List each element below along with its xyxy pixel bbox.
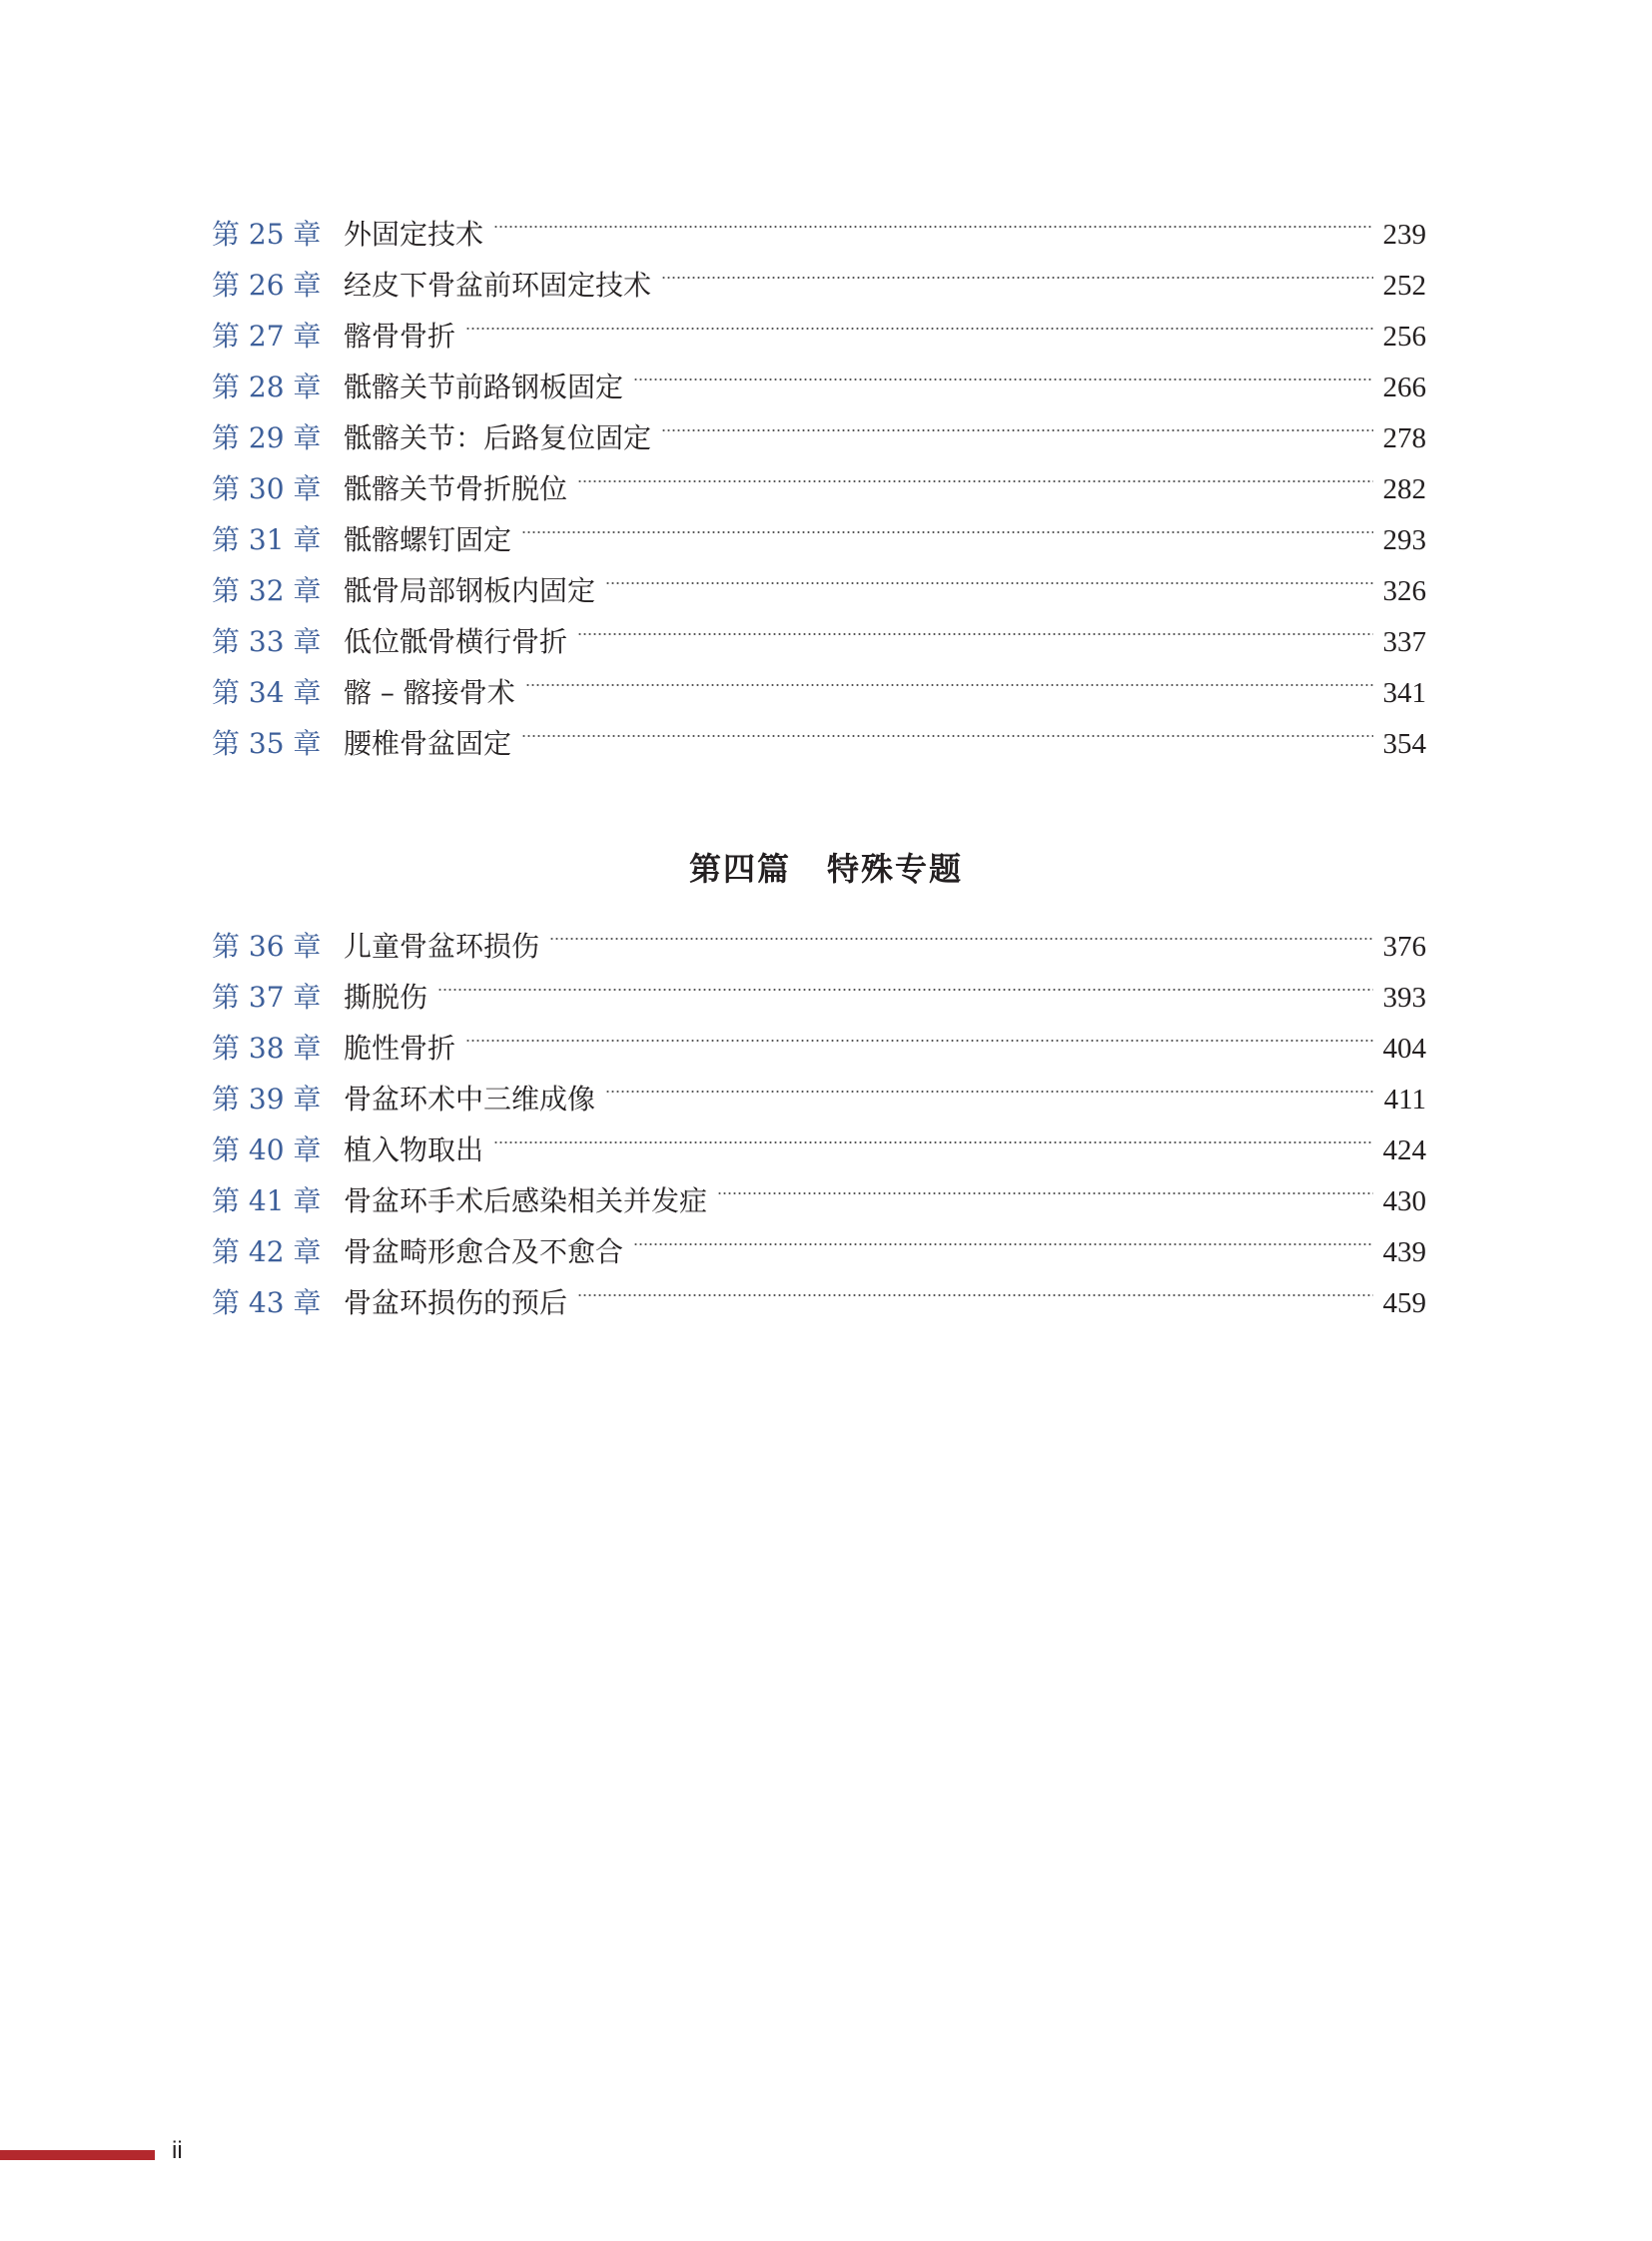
toc-entry[interactable] xyxy=(212,921,1426,972)
chapter-number: 第 25 章 xyxy=(212,218,322,251)
chapter-number: 第 36 章 xyxy=(212,930,322,963)
toc-entry[interactable] xyxy=(212,514,1426,565)
part-heading-title: 特殊专题 xyxy=(827,850,964,888)
dot-leader xyxy=(661,277,1372,279)
chapter-page-number: 256 xyxy=(1382,321,1426,353)
part-heading-number: 第四篇 xyxy=(688,850,791,888)
chapter-title: 经皮下骨盆前环固定技术 xyxy=(344,269,652,302)
dot-leader xyxy=(493,226,1372,228)
dot-leader xyxy=(605,1091,1374,1093)
chapter-title: 骨盆畸形愈合及不愈合 xyxy=(344,1235,624,1268)
chapter-page-number: 424 xyxy=(1382,1134,1426,1166)
chapter-title: 骶髂关节前路钢板固定 xyxy=(344,371,624,403)
toc-entry[interactable] xyxy=(212,1074,1426,1124)
toc-list-part4 xyxy=(212,921,1426,1328)
chapter-title: 骶髂关节：后路复位固定 xyxy=(344,421,652,454)
chapter-number: 第 40 章 xyxy=(212,1133,322,1166)
dot-leader xyxy=(577,1294,1372,1296)
chapter-page-number: 278 xyxy=(1382,422,1426,454)
chapter-page-number: 252 xyxy=(1382,270,1426,302)
chapter-number: 第 37 章 xyxy=(212,981,322,1014)
chapter-title: 低位骶骨横行骨折 xyxy=(344,625,568,658)
toc-entry[interactable] xyxy=(212,972,1426,1023)
chapter-number: 第 34 章 xyxy=(212,676,322,709)
dot-leader xyxy=(549,938,1372,940)
toc-entry[interactable] xyxy=(212,463,1426,514)
chapter-page-number: 404 xyxy=(1382,1033,1426,1065)
chapter-number: 第 28 章 xyxy=(212,371,322,403)
chapter-title: 脆性骨折 xyxy=(344,1032,456,1065)
chapter-number: 第 32 章 xyxy=(212,574,322,607)
toc-entry[interactable] xyxy=(212,412,1426,463)
chapter-page-number: 411 xyxy=(1383,1084,1426,1116)
chapter-page-number: 337 xyxy=(1382,626,1426,658)
dot-leader xyxy=(577,480,1372,482)
chapter-title: 骶髂螺钉固定 xyxy=(344,523,512,556)
chapter-title: 髂 – 髂接骨术 xyxy=(344,676,515,709)
toc-entry[interactable] xyxy=(212,565,1426,616)
chapter-number: 第 31 章 xyxy=(212,523,322,556)
dot-leader xyxy=(525,684,1373,686)
chapter-page-number: 239 xyxy=(1382,219,1426,251)
chapter-page-number: 393 xyxy=(1382,982,1426,1014)
chapter-page-number: 439 xyxy=(1382,1236,1426,1268)
chapter-page-number: 354 xyxy=(1382,728,1426,760)
chapter-page-number: 293 xyxy=(1382,524,1426,556)
chapter-title: 植入物取出 xyxy=(344,1133,484,1166)
toc-list-part3 xyxy=(212,209,1426,769)
dot-leader xyxy=(493,1141,1372,1143)
dot-leader xyxy=(521,735,1372,737)
toc-entry[interactable] xyxy=(212,260,1426,311)
toc-entry[interactable] xyxy=(212,718,1426,769)
chapter-number: 第 41 章 xyxy=(212,1184,322,1217)
chapter-title: 儿童骨盆环损伤 xyxy=(344,930,540,963)
toc-entry[interactable] xyxy=(212,311,1426,362)
toc-entry[interactable] xyxy=(212,1277,1426,1328)
chapter-page-number: 266 xyxy=(1382,372,1426,403)
chapter-page-number: 282 xyxy=(1382,473,1426,505)
toc-entry[interactable] xyxy=(212,209,1426,260)
dot-leader xyxy=(437,989,1372,991)
chapter-number: 第 27 章 xyxy=(212,320,322,353)
toc-entry[interactable] xyxy=(212,1175,1426,1226)
dot-leader xyxy=(465,1040,1372,1042)
toc-entry[interactable] xyxy=(212,667,1426,718)
dot-leader xyxy=(633,378,1372,380)
chapter-page-number: 341 xyxy=(1382,677,1426,709)
dot-leader xyxy=(717,1192,1372,1194)
toc-entry[interactable] xyxy=(212,616,1426,667)
chapter-number: 第 29 章 xyxy=(212,421,322,454)
chapter-page-number: 430 xyxy=(1382,1185,1426,1217)
dot-leader xyxy=(465,328,1372,330)
footer-page-number: ii xyxy=(172,2137,183,2164)
chapter-number: 第 42 章 xyxy=(212,1235,322,1268)
chapter-number: 第 26 章 xyxy=(212,269,322,302)
chapter-page-number: 376 xyxy=(1382,931,1426,963)
dot-leader xyxy=(577,633,1372,635)
dot-leader xyxy=(605,582,1372,584)
chapter-number: 第 38 章 xyxy=(212,1032,322,1065)
chapter-title: 骶髂关节骨折脱位 xyxy=(344,472,568,505)
part-heading xyxy=(0,844,1652,890)
chapter-page-number: 459 xyxy=(1382,1287,1426,1319)
toc-entry[interactable] xyxy=(212,1226,1426,1277)
chapter-title: 骨盆环术中三维成像 xyxy=(344,1083,596,1116)
chapter-number: 第 33 章 xyxy=(212,625,322,658)
chapter-number: 第 39 章 xyxy=(212,1083,322,1116)
chapter-title: 腰椎骨盆固定 xyxy=(344,727,512,760)
chapter-number: 第 30 章 xyxy=(212,472,322,505)
footer-accent-bar xyxy=(0,2150,155,2160)
toc-entry[interactable] xyxy=(212,362,1426,412)
dot-leader xyxy=(521,531,1372,533)
chapter-page-number: 326 xyxy=(1382,575,1426,607)
chapter-title: 骨盆环损伤的预后 xyxy=(344,1286,568,1319)
chapter-title: 外固定技术 xyxy=(344,218,484,251)
dot-leader xyxy=(633,1243,1372,1245)
chapter-title: 髂骨骨折 xyxy=(344,320,456,353)
toc-entry[interactable] xyxy=(212,1124,1426,1175)
chapter-title: 骨盆环手术后感染相关并发症 xyxy=(344,1184,708,1217)
toc-entry[interactable] xyxy=(212,1023,1426,1074)
chapter-title: 撕脱伤 xyxy=(344,981,428,1014)
dot-leader xyxy=(661,429,1372,431)
chapter-number: 第 43 章 xyxy=(212,1286,322,1319)
chapter-title: 骶骨局部钢板内固定 xyxy=(344,574,596,607)
chapter-number: 第 35 章 xyxy=(212,727,322,760)
